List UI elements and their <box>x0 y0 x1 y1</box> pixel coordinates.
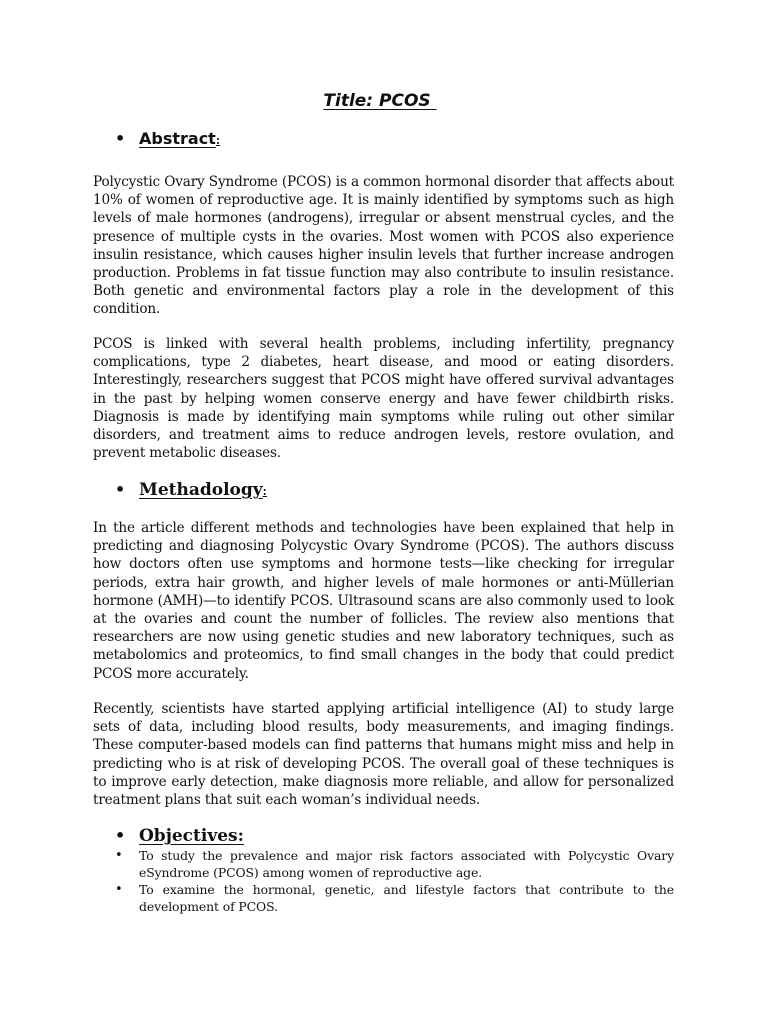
list-item <box>115 847 674 881</box>
bullet-icon: • <box>115 826 126 845</box>
objective-text: To examine the hormonal, genetic, and lifestyle factors that contribute to the development of PCOS. <box>139 882 674 914</box>
bullet-icon: • <box>115 882 123 897</box>
objective-text: To study the prevalence and major risk factors associated with Polycystic Ovary eSyndrome (PCOS) among women of reproductive age. <box>139 848 674 880</box>
methodology-paragraph-2: Recently, scientists have started applying artificial intelligence (AI) to study large sets of data, including blood results, body measurements, and imaging findings. These computer-based models can find patterns that humans might miss and help in predicting who is at risk of developing PCOS. The overall goal of these techniques is to improve early detection, make diagnosis more reliable, and allow for personalized treatment plans that suit each woman’s individual needs. <box>93 701 674 809</box>
objectives-heading <box>115 826 244 846</box>
list-item <box>115 881 674 915</box>
bullet-icon: • <box>115 129 126 148</box>
abstract-heading-text: Abstract <box>139 129 216 148</box>
abstract-paragraph-2: PCOS is linked with several health problems, including infertility, pregnancy complications, type 2 diabetes, heart disease, and mood or eating disorders. Interestingly, researchers suggest that PCOS might have offered survival advantages in the past by helping women conserve energy and have fewer childbirth risks. Diagnosis is made by identifying main symptoms while ruling out other similar disorders, and treatment aims to reduce androgen levels, restore ovulation, and prevent metabolic diseases. <box>93 336 674 462</box>
abstract-paragraph-1: Polycystic Ovary Syndrome (PCOS) is a common hormonal disorder that affects about 10% of women of reproductive age. It is mainly identified by symptoms such as high levels of male hormones (androgens), irregular or absent menstrual cycles, and the presence of multiple cysts in the ovaries. Most women with PCOS also experience insulin resistance, which causes higher insulin levels that further increase androgen production. Problems in fat tissue function may also contribute to insulin resistance. Both genetic and environmental factors play a role in the development of this condition. <box>93 174 674 318</box>
objectives-heading-text: Objectives: <box>139 826 244 846</box>
methodology-heading-text: Methadology <box>139 480 263 500</box>
abstract-heading <box>115 129 220 148</box>
title-subject: PCOS <box>379 91 437 111</box>
methodology-paragraph-1: In the article different methods and technologies have been explained that help in predicting and diagnosing Polycystic Ovary Syndrome (PCOS). The authors discuss how doctors often use symptoms and hormone tests—like checking for irregular periods, extra hair growth, and higher levels of male hormones or anti-Müllerian hormone (AMH)—to identify PCOS. Ultrasound scans are also commonly used to look at the ovaries and count the number of follicles. The review also mentions that researchers are now using genetic studies and new laboratory techniques, such as metabolomics and proteomics, to find small changes in the body that could predict PCOS more accurately. <box>93 520 674 682</box>
bullet-icon: • <box>115 480 126 499</box>
document-title <box>0 91 760 111</box>
bullet-icon: • <box>115 848 123 863</box>
methodology-heading <box>115 480 267 500</box>
title-prefix: Title: <box>323 91 374 111</box>
objectives-list <box>115 847 674 915</box>
methodology-heading-colon: : <box>262 483 267 498</box>
abstract-heading-colon: : <box>215 132 221 147</box>
